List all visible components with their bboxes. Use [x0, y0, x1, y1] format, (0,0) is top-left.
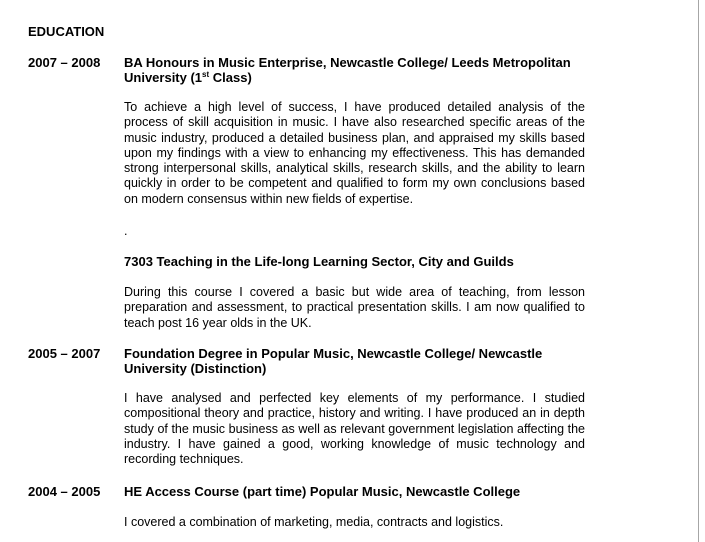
education-entry-ba-honours	[124, 55, 585, 85]
entry-description: To achieve a high level of success, I have produced detailed analysis of the process of skill acquisition in music. I have also researched specific areas of the music industry, produced a detailed business plan, and appraised my skills based upon my findings with a view to enhancing my effectiveness. This has demanded strong interpersonal skills, analytical skills, research skills, and the ability to learn quickly in order to be competent and qualified to form my own conclusions based on modern consensus within new fields of expertise.	[124, 100, 585, 206]
entry-dates-2007-2008: 2007 – 2008	[28, 55, 101, 70]
entry-title-teaching: 7303 Teaching in the Life-long Learning Sector, City and Guilds	[124, 254, 514, 269]
section-heading-education: EDUCATION	[28, 24, 105, 39]
entry-description: I have analysed and perfected key elements of my performance. I studied compositional theory and practice, history and writing. I have produced an in depth study of the music business as well as relevant government legislation affecting the industry. I have gained a good, working knowledge of music technology and recording techniques.	[124, 391, 585, 467]
entry-dates-2004-2005: 2004 – 2005	[28, 484, 101, 499]
entry-description: During this course I covered a basic but wide area of teaching, from lesson preparation and assessment, to practical presentation skills. I am now qualified to teach post 16 year olds in the UK.	[124, 285, 585, 330]
entry-title: BA Honours in Music Enterprise, Newcastle College/ Leeds Metropolitan University (1st Class)	[124, 55, 571, 85]
stray-period: .	[124, 224, 128, 238]
page-right-border	[698, 0, 699, 542]
entry-description: I covered a combination of marketing, media, contracts and logistics.	[124, 515, 504, 529]
entry-title-foundation-degree: Foundation Degree in Popular Music, Newcastle College/ Newcastle University (Distinction)	[124, 346, 543, 376]
entry-dates-2005-2007: 2005 – 2007	[28, 346, 101, 361]
entry-title-he-access: HE Access Course (part time) Popular Music, Newcastle College	[124, 484, 521, 499]
